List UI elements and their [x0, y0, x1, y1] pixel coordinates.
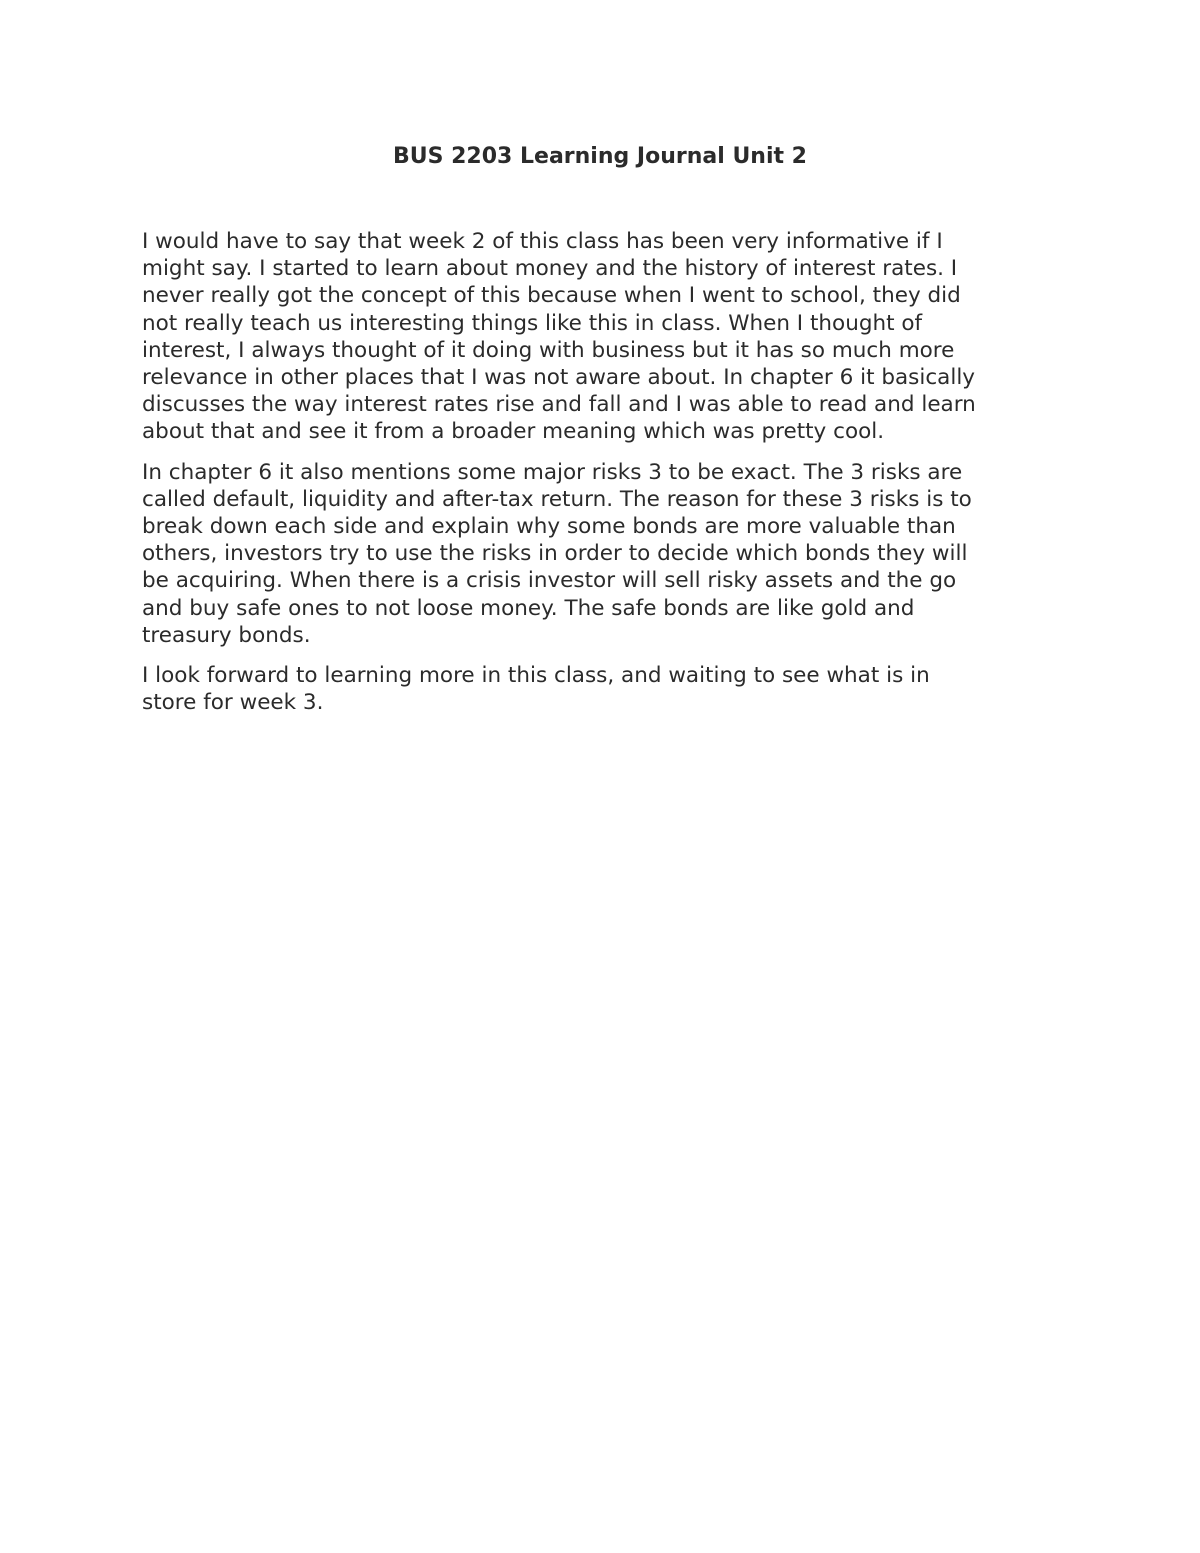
paragraph-line: and buy safe ones to not loose money. The safe bonds are like gold and — [142, 595, 915, 621]
paragraph-line: I would have to say that week 2 of this class has been very informative if I — [142, 229, 943, 254]
paragraph-3 — [142, 662, 1072, 716]
paragraph-line: be acquiring. When there is a crisis investor will sell risky assets and the go — [142, 568, 957, 594]
paragraph-line: In chapter 6 it also mentions some major risks 3 to be exact. The 3 risks are — [142, 459, 963, 485]
document-body — [142, 228, 1072, 729]
paragraph-line: about that and see it from a broader meaning which was pretty cool. — [142, 419, 885, 445]
paragraph-line: never really got the concept of this because when I went to school, they did — [142, 283, 961, 309]
paragraph-line: interest, I always thought of it doing with business but it has so much more — [142, 337, 955, 363]
document-title: BUS 2203 Learning Journal Unit 2 — [392, 144, 807, 169]
paragraph-line: store for week 3. — [142, 690, 324, 716]
paragraph-line: called default, liquidity and after-tax return. The reason for these 3 risks is to — [142, 486, 972, 512]
paragraph-line: break down each side and explain why some bonds are more valuable than — [142, 514, 956, 540]
paragraph-line: others, investors try to use the risks in order to decide which bonds they will — [142, 541, 968, 567]
paragraph-line: discusses the way interest rates rise and fall and I was able to read and learn — [142, 392, 976, 418]
paragraph-line: relevance in other places that I was not aware about. In chapter 6 it basically — [142, 365, 976, 391]
paragraph-line: not really teach us interesting things like this in class. When I thought of — [142, 310, 923, 336]
paragraph-line: I look forward to learning more in this class, and waiting to see what is in — [142, 663, 930, 689]
paragraph-1 — [142, 228, 1072, 446]
paragraph-line: treasury bonds. — [142, 622, 311, 648]
paragraph-2 — [142, 459, 1072, 649]
paragraph-line: might say. I started to learn about money and the history of interest rates. I — [142, 256, 958, 282]
